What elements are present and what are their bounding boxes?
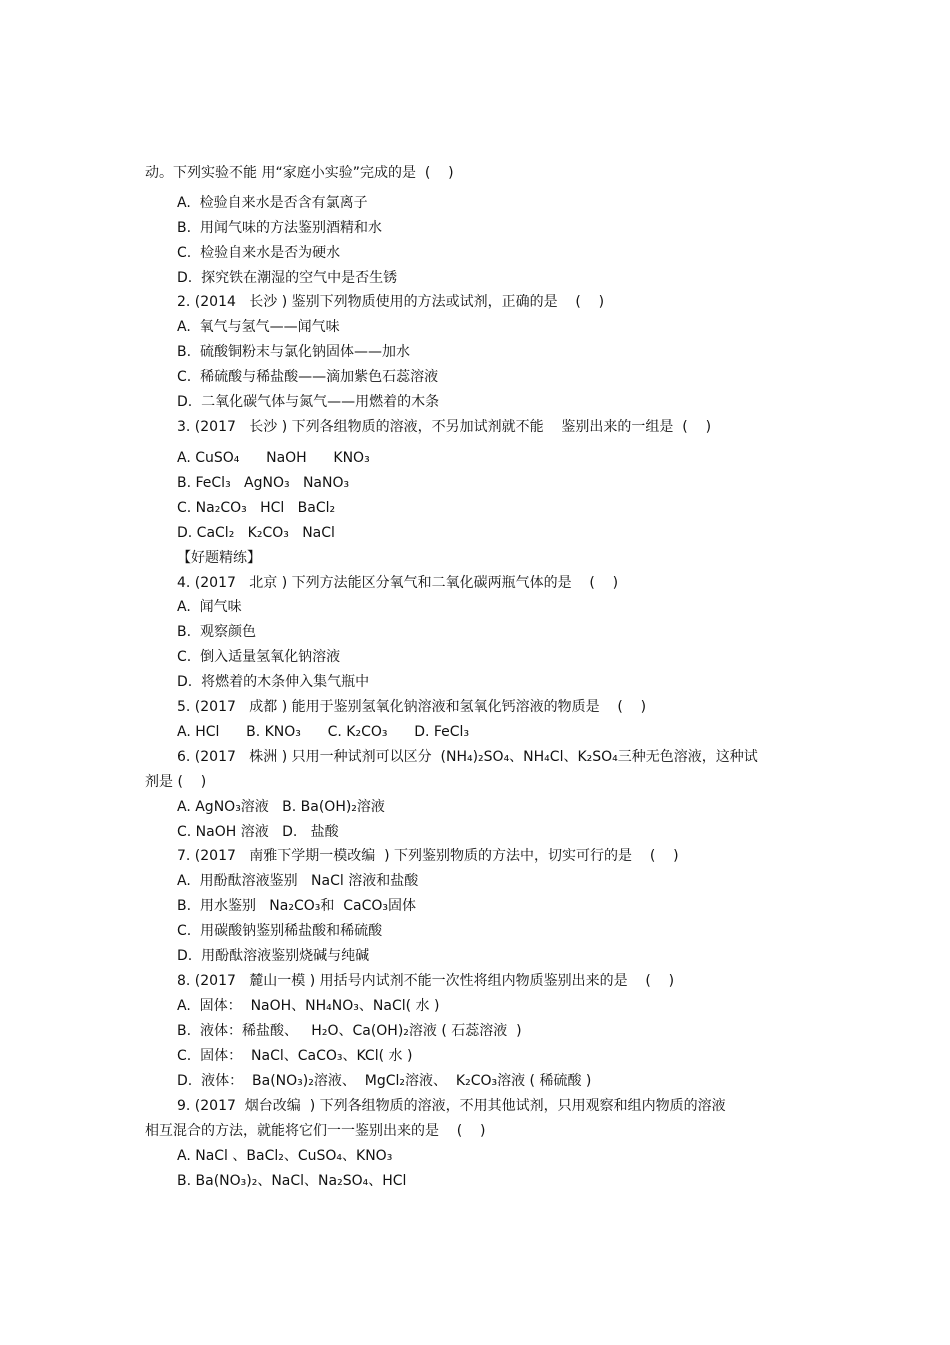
question-9-stem: 9. (2017 烟台改编 ) 下列各组物质的溶液，不用其他试剂，只用观察和组内物质的溶液 [177, 1098, 726, 1114]
q7-option-b: B. 用水鉴别 Na₂CO₃和 CaCO₃固体 [177, 898, 417, 914]
q4-option-d: D. 将燃着的木条伸入集气瓶中 [177, 674, 370, 690]
q1-option-a: A. 检验自来水是否含有氯离子 [177, 195, 368, 211]
q3-option-d: D. CaCl₂ K₂CO₃ NaCl [177, 525, 335, 541]
q4-option-c: C. 倒入适量氢氧化钠溶液 [177, 649, 341, 665]
q7-option-d: D. 用酚酞溶液鉴别烧碱与纯碱 [177, 948, 370, 964]
question-9-stem-wrap: 相互混合的方法，就能将它们一一鉴别出来的是 ( ) [145, 1123, 486, 1139]
q4-option-b: B. 观察颜色 [177, 624, 256, 640]
question-6-stem: 6. (2017 株洲 ) 只用一种试剂可以区分 (NH₄)₂SO₄、NH₄Cl、K₂SO₄三种无色溶液，这种试 [177, 749, 758, 765]
q9-option-b: B. Ba(NO₃)₂、NaCl、Na₂SO₄、HCl [177, 1173, 407, 1189]
question-4-stem: 4. (2017 北京 ) 下列方法能区分氧气和二氧化碳两瓶气体的是 ( ) [177, 575, 619, 591]
question-5-stem: 5. (2017 成都 ) 能用于鉴别氢氧化钠溶液和氢氧化钙溶液的物质是 ( ) [177, 699, 647, 715]
question-8-stem: 8. (2017 麓山一模 ) 用括号内试剂不能一次性将组内物质鉴别出来的是 ( ) [177, 973, 675, 989]
question-7-stem: 7. (2017 南雅下学期一模改编 ) 下列鉴别物质的方法中，切实可行的是 ( ) [177, 848, 679, 864]
question-6-stem-wrap: 剂是 ( ) [145, 774, 207, 790]
q9-option-a: A. NaCl 、BaCl₂、CuSO₄、KNO₃ [177, 1148, 393, 1164]
q4-option-a: A. 闻气味 [177, 599, 242, 615]
q3-option-c: C. Na₂CO₃ HCl BaCl₂ [177, 500, 336, 516]
q2-option-a: A. 氧气与氢气——闻气味 [177, 319, 340, 335]
q1-option-c: C. 检验自来水是否为硬水 [177, 245, 341, 261]
q3-option-a: A. CuSO₄ NaOH KNO₃ [177, 450, 370, 466]
q2-option-c: C. 稀硫酸与稀盐酸——滴加紫色石蕊溶液 [177, 369, 439, 385]
question-2-stem: 2. (2014 长沙 ) 鉴别下列物质使用的方法或试剂，正确的是 ( ) [177, 294, 605, 310]
question-3-stem: 3. (2017 长沙 ) 下列各组物质的溶液，不另加试剂就不能 鉴别出来的一组是 ( ) [177, 419, 712, 435]
q6-options-cd: C. NaOH 溶液 D. 盐酸 [177, 824, 339, 840]
q1-option-d: D. 探究铁在潮湿的空气中是否生锈 [177, 270, 398, 286]
q7-option-c: C. 用碳酸钠鉴别稀盐酸和稀硫酸 [177, 923, 383, 939]
question-1-stem-continuation: 动。下列实验不能 用“家庭小实验”完成的是 ( ) [145, 165, 454, 181]
q5-options: A. HCl B. KNO₃ C. K₂CO₃ D. FeCl₃ [177, 724, 470, 740]
q8-option-d: D. 液体： Ba(NO₃)₂溶液、 MgCl₂溶液、 K₂CO₃溶液 ( 稀硫酸 ) [177, 1073, 592, 1089]
q3-option-b: B. FeCl₃ AgNO₃ NaNO₃ [177, 475, 350, 491]
q7-option-a: A. 用酚酞溶液鉴别 NaCl 溶液和盐酸 [177, 873, 419, 889]
q2-option-d: D. 二氧化碳气体与氮气——用燃着的木条 [177, 394, 440, 410]
q1-option-b: B. 用闻气味的方法鉴别酒精和水 [177, 220, 382, 236]
q8-option-b: B. 液体：稀盐酸、 H₂O、Ca(OH)₂溶液 ( 石蕊溶液 ) [177, 1023, 522, 1039]
q8-option-c: C. 固体： NaCl、CaCO₃、KCl( 水 ) [177, 1048, 413, 1064]
q6-options-ab: A. AgNO₃溶液 B. Ba(OH)₂溶液 [177, 799, 385, 815]
section-heading: 【好题精练】 [177, 550, 261, 566]
q2-option-b: B. 硫酸铜粉末与氯化钠固体——加水 [177, 344, 410, 360]
q8-option-a: A. 固体： NaOH、NH₄NO₃、NaCl( 水 ) [177, 998, 440, 1014]
